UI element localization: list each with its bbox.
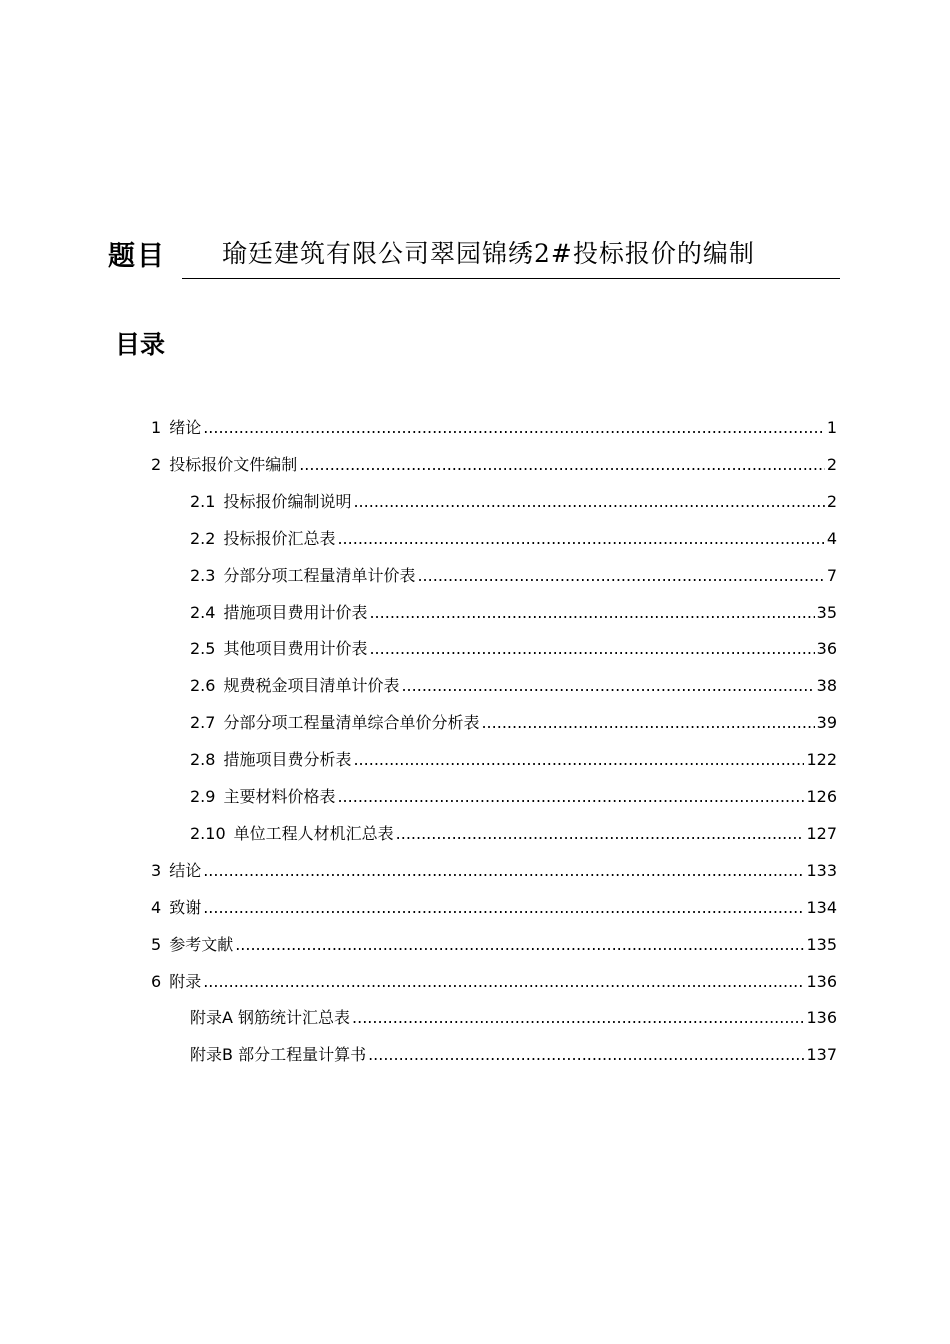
toc-entry-number: 3: [151, 860, 162, 880]
toc-entry[interactable]: [190, 785, 837, 809]
toc-entry[interactable]: [151, 896, 837, 920]
toc-entry-number: 2.2: [190, 528, 216, 548]
toc-entry[interactable]: [190, 1006, 837, 1030]
toc-entry[interactable]: [190, 822, 837, 846]
toc-entry-label: 投标报价文件编制: [169, 454, 298, 474]
toc-entry-page: 39: [816, 713, 837, 733]
toc-entry-page: 135: [806, 934, 837, 954]
toc-leader-dots: [368, 1043, 804, 1067]
toc-entry-number: 2: [151, 454, 162, 474]
title-label: 题目: [108, 241, 166, 272]
toc-entry-label: 附录: [169, 971, 202, 991]
toc-entry-number: 2.3: [190, 565, 216, 585]
toc-entry[interactable]: [190, 637, 837, 661]
toc-leader-dots: [481, 711, 814, 735]
toc-entry-number: 6: [151, 971, 162, 991]
toc-entry-page: 122: [806, 750, 837, 770]
toc-entry-label: 绪论: [169, 418, 202, 437]
toc-entry-page: 1: [826, 418, 837, 437]
toc-entry-label: 分部分项工程量清单计价表: [223, 565, 416, 585]
toc-entry-number: 2.6: [190, 676, 216, 696]
toc-entry-label: 规费税金项目清单计价表: [223, 676, 400, 696]
toc-entry-label: 措施项目费用计价表: [223, 602, 368, 622]
toc-entry-label: 措施项目费分析表: [223, 750, 352, 770]
toc-leader-dots: [203, 416, 825, 440]
toc-entry[interactable]: [151, 859, 837, 883]
toc-entry-number: 2.10: [190, 823, 226, 843]
toc-leader-dots: [203, 859, 804, 883]
title-underline: [182, 278, 840, 279]
toc-entry-page: 136: [806, 1008, 837, 1028]
toc-entry-label: 结论: [169, 860, 202, 880]
toc-heading: 目录: [115, 330, 166, 359]
toc-entry[interactable]: [190, 711, 837, 735]
toc-entry[interactable]: [190, 527, 837, 551]
toc-leader-dots: [337, 527, 824, 551]
toc-leader-dots: [417, 564, 824, 588]
toc-entry-page: 136: [806, 971, 837, 991]
toc-leader-dots: [235, 933, 804, 957]
document-title: 瑜廷建筑有限公司翠园锦绣2#投标报价的编制: [222, 239, 755, 268]
toc-entry-label: 分部分项工程量清单综合单价分析表: [223, 713, 480, 733]
toc-entry-page: 137: [806, 1045, 837, 1065]
toc-entry[interactable]: [151, 970, 837, 994]
toc-entry-number: 2.7: [190, 713, 216, 733]
toc-entry-page: 2: [826, 491, 837, 511]
toc-entry-page: 7: [826, 565, 837, 585]
toc-leader-dots: [299, 453, 825, 477]
toc-entry-number: 2.5: [190, 639, 216, 659]
toc-entry-label: 投标报价汇总表: [223, 528, 336, 548]
toc-entry-page: 2: [826, 454, 837, 474]
toc-entry[interactable]: [190, 1043, 837, 1067]
toc-entry-number: 4: [151, 897, 162, 917]
toc-entry-label: 附录A 钢筋统计汇总表: [190, 1008, 351, 1028]
toc-entry-label: 附录B 部分工程量计算书: [190, 1045, 367, 1065]
toc-leader-dots: [203, 896, 804, 920]
toc-entry[interactable]: [190, 564, 837, 588]
toc-entry-page: 4: [826, 528, 837, 548]
toc-leader-dots: [203, 970, 804, 994]
toc-entry-number: 5: [151, 934, 162, 954]
toc-entry-label: 其他项目费用计价表: [223, 639, 368, 659]
toc-entry-label: 致谢: [169, 897, 202, 917]
toc-leader-dots: [369, 637, 814, 661]
toc-leader-dots: [369, 601, 814, 625]
toc-entry-label: 主要材料价格表: [223, 787, 336, 806]
toc-entry[interactable]: [190, 490, 837, 514]
toc-entry-page: 134: [806, 897, 837, 917]
toc-entry-page: 126: [806, 787, 837, 806]
toc-leader-dots: [352, 1006, 804, 1030]
toc-entry-page: 35: [816, 602, 837, 622]
toc-entry[interactable]: [151, 453, 837, 477]
toc-entry-number: 2.9: [190, 787, 216, 806]
toc-entry[interactable]: [190, 674, 837, 698]
toc-leader-dots: [353, 748, 804, 772]
toc-entry-number: 2.8: [190, 750, 216, 770]
toc-entry-label: 参考文献: [169, 934, 234, 954]
toc-entry[interactable]: [190, 601, 837, 625]
toc-entry-number: 2.1: [190, 491, 216, 511]
toc-entry-label: 单位工程人材机汇总表: [233, 823, 394, 843]
toc-entry-page: 36: [816, 639, 837, 659]
toc-entry[interactable]: [151, 416, 837, 440]
toc-entry-number: 1: [151, 418, 162, 437]
toc-leader-dots: [401, 674, 814, 698]
toc-entry-page: 127: [806, 823, 837, 843]
toc-leader-dots: [353, 490, 824, 514]
toc-leader-dots: [396, 822, 805, 846]
toc-entry-page: 133: [806, 860, 837, 880]
toc-leader-dots: [337, 785, 804, 809]
toc-entry[interactable]: [190, 748, 837, 772]
toc-entry-number: 2.4: [190, 602, 216, 622]
toc-entry-label: 投标报价编制说明: [223, 491, 352, 511]
toc-entry-page: 38: [816, 676, 837, 696]
toc-entry[interactable]: [151, 933, 837, 957]
